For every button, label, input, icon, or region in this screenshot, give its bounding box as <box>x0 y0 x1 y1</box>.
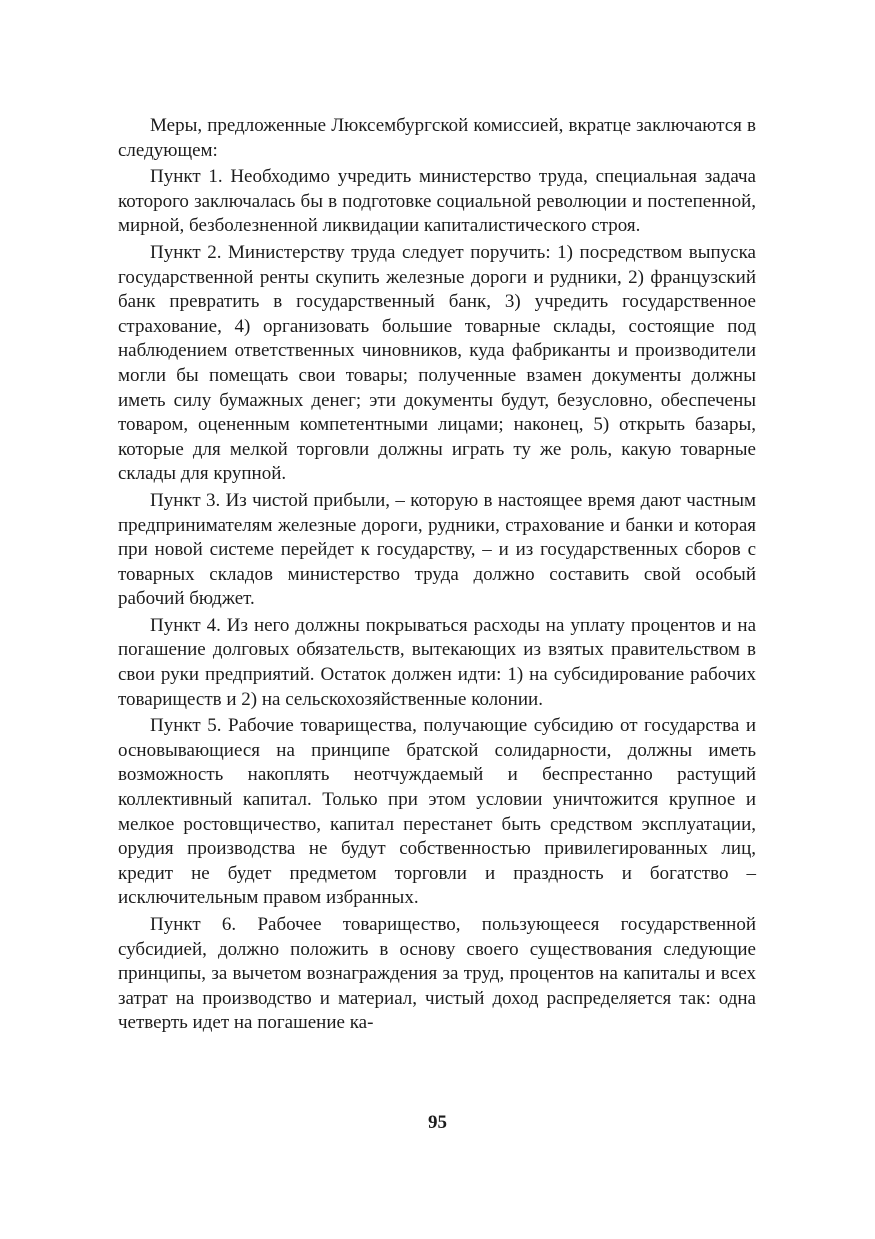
paragraph-item-4: Пункт 4. Из него должны покрываться расходы на уплату процентов и на погашение долговых обязательств, вытекающих из взятых правительством в свои руки предприятий. Остаток должен идти: 1) на субсидирование рабочих товариществ и 2) на сельскохозяйственные колонии. <box>118 614 756 710</box>
page-number: 95 <box>428 1112 447 1133</box>
paragraph-item-3: Пункт 3. Из чистой прибыли, – которую в настоящее время дают частным предпринимателям железные дороги, рудники, страхование и банки и которая при новой системе перейдет к государству, – и из государственных сборов с товарных складов министерство труда должно составить свой особый рабочий бюджет. <box>118 489 756 610</box>
paragraph-intro: Меры, предложенные Люксембургской комиссией, вкратце заключаются в следующем: <box>118 115 756 161</box>
paragraph-item-2: Пункт 2. Министерству труда следует поручить: 1) посредством выпуска государственной ренты скупить железные дороги и рудники, 2) французский банк превратить в государственный банк, 3) учредить государственное страхование, 4) организовать большие товарные склады, состоящие под наблюдением ответственных чиновников, куда фабриканты и производители могли бы помещать свои товары; полученные взамен документы должны иметь силу бумажных денег; эти документы будут, безусловно, обеспечены товаром, оцененным компетентными лицами; наконец, 5) открыть базары, которые для мелкой торговли должны играть ту же роль, какую товарные склады для крупной. <box>118 241 756 485</box>
paragraph-item-1: Пункт 1. Необходимо учредить министерство труда, специальная задача которого заключалась бы в подготовке социальной революции и постепенной, мирной, безболезненной ликвидации капиталистического строя. <box>118 166 756 237</box>
paragraph-item-6: Пункт 6. Рабочее товарищество, пользующееся государственной субсидией, должно положить в основу своего существования следующие принципы, за вычетом вознаграждения за труд, процентов на капиталы и всех затрат на производство и материал, чистый доход распределяется так: одна четверть идет на погашение ка- <box>118 914 756 1034</box>
paragraph-item-5: Пункт 5. Рабочие товарищества, получающие субсидию от государства и основывающиеся на принципе братской солидарности, должны иметь возможность накоплять неотчуждаемый и беспрестанно растущий коллективный капитал. Только при этом условии уничтожится крупное и мелкое ростовщичество, капитал перестанет быть средством эксплуатации, орудия производства не будут собственностью привилегированных лиц, кредит не будет предметом торговли и праздность и богатство – исключительным правом избранных. <box>118 715 756 909</box>
document-body <box>118 114 756 1038</box>
